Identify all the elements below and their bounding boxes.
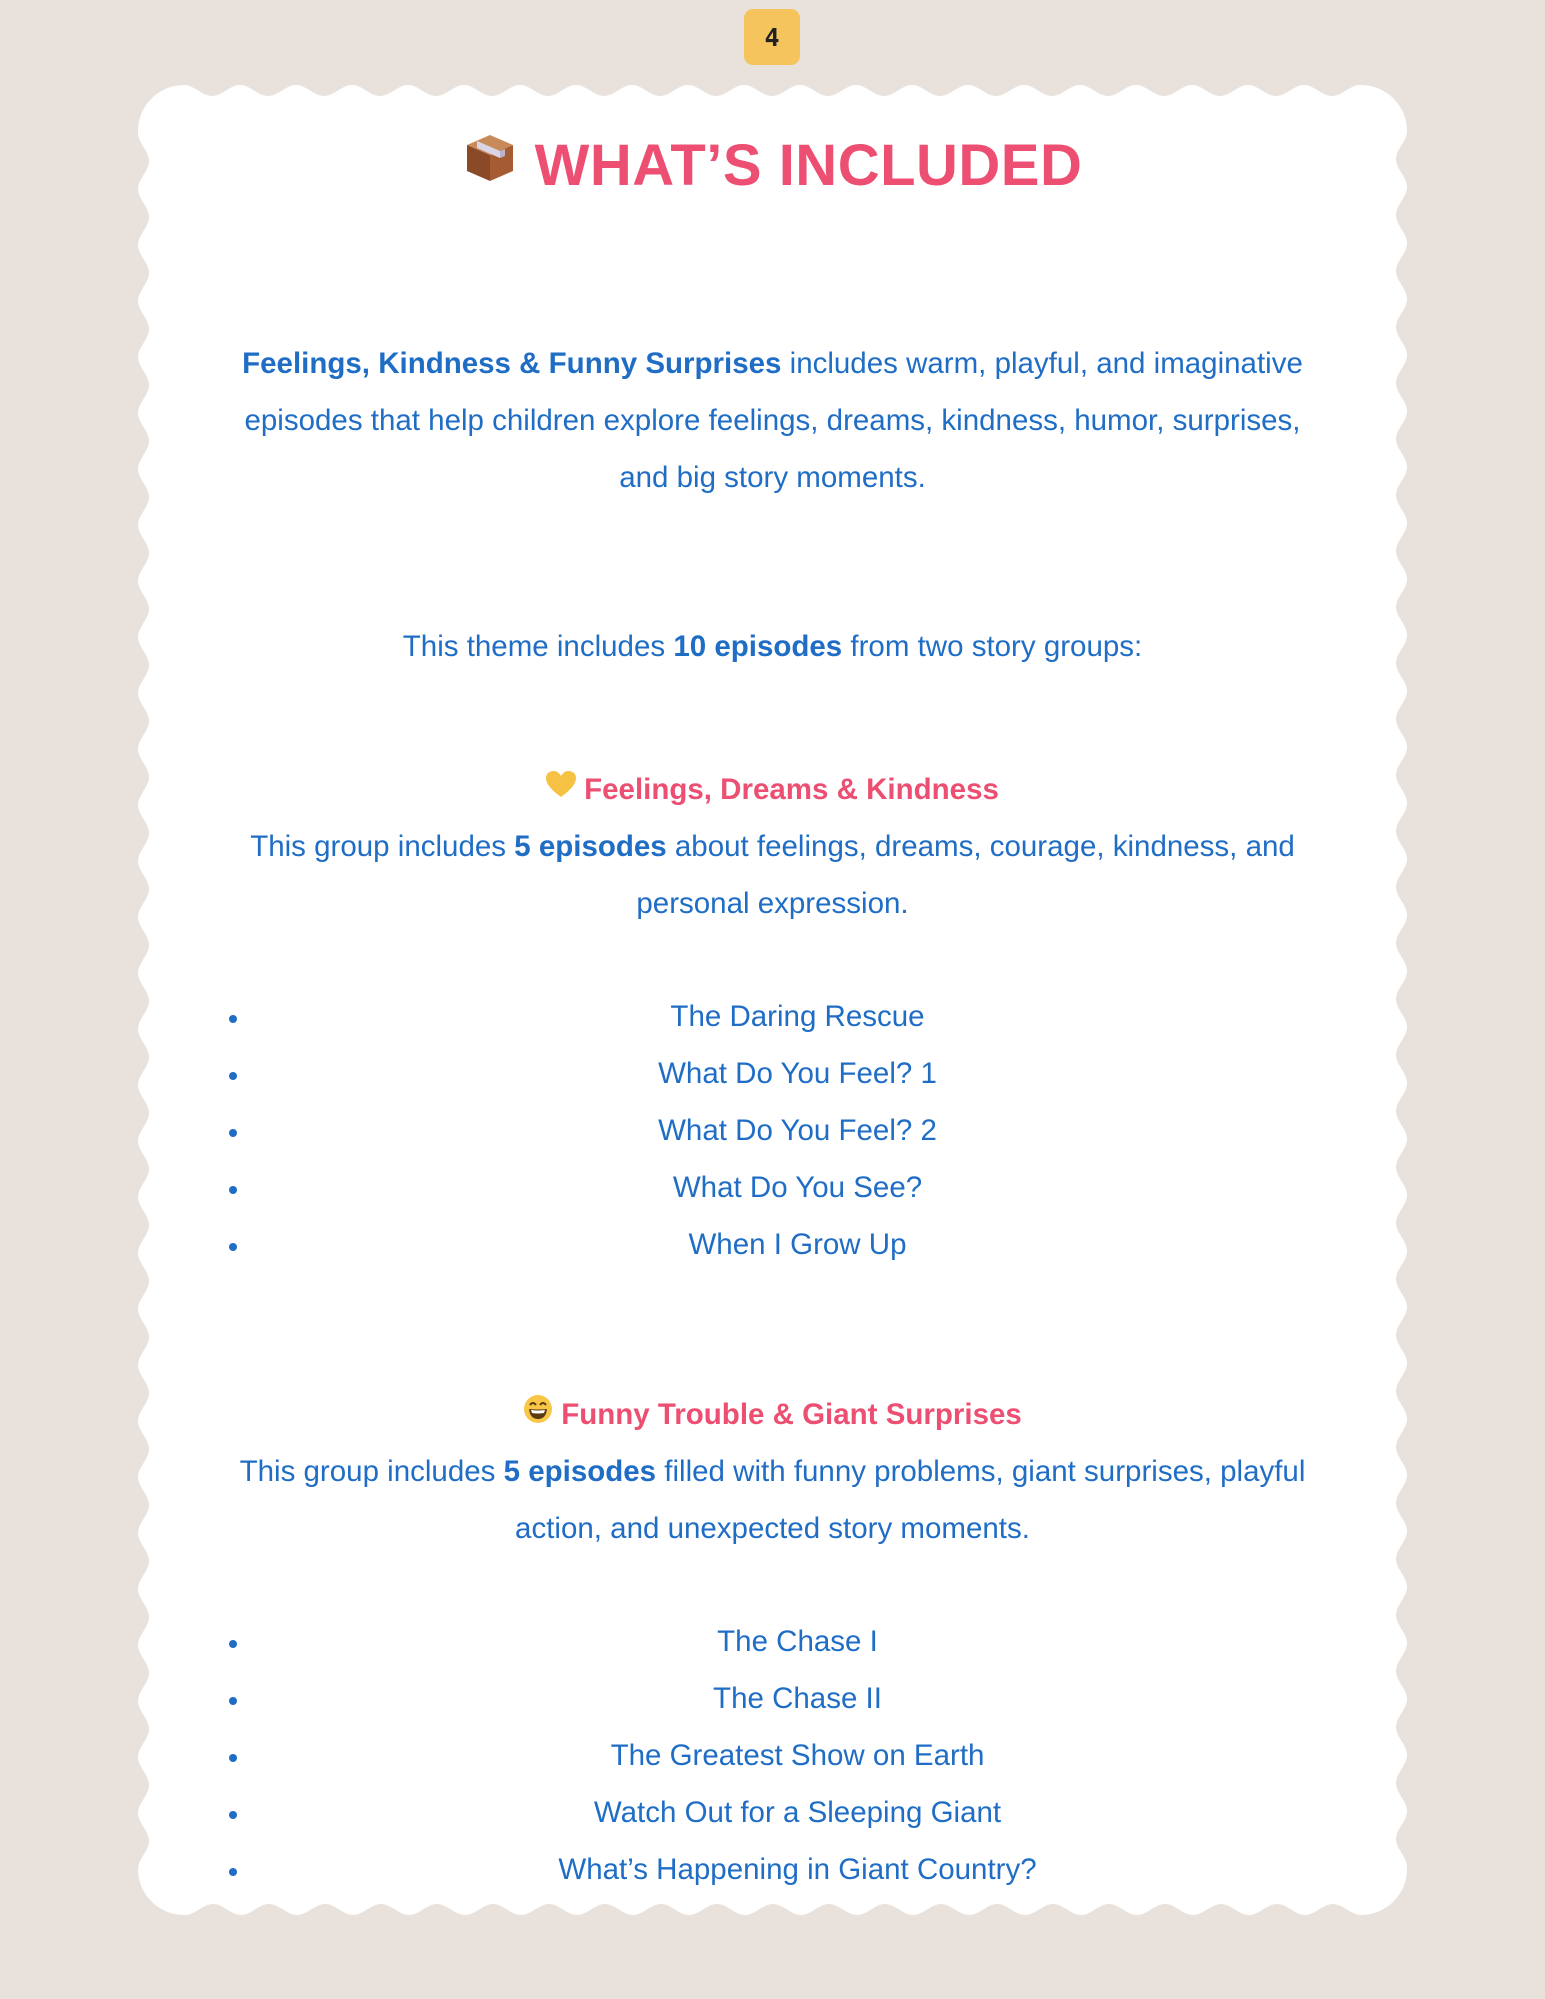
intro-paragraph xyxy=(220,335,1325,506)
list-item xyxy=(220,1727,1325,1784)
page-title xyxy=(220,131,1325,199)
intro-bold: Feelings, Kindness & Funny Surprises xyxy=(242,347,782,380)
bullet-dot xyxy=(229,1129,237,1137)
page-number-badge: 4 xyxy=(744,9,800,65)
group-desc-count: 5 episodes xyxy=(503,1455,657,1488)
group-funny-trouble xyxy=(220,1386,1325,1557)
list-item xyxy=(220,1841,1325,1898)
group-feelings xyxy=(220,761,1325,932)
group-desc-before: This group includes xyxy=(239,1455,504,1488)
list-item xyxy=(220,1613,1325,1670)
episode-title: The Daring Rescue xyxy=(670,1000,925,1033)
episode-title: What’s Happening in Giant Country? xyxy=(558,1853,1037,1886)
group-title-text: Funny Trouble & Giant Surprises xyxy=(561,1398,1022,1431)
page-title-text: WHAT’S INCLUDED xyxy=(534,132,1083,198)
episode-list-feelings xyxy=(220,988,1325,1273)
group-title xyxy=(220,1386,1325,1443)
theme-summary-before: This theme includes xyxy=(402,630,674,663)
bullet-dot xyxy=(229,1072,237,1080)
bullet-dot xyxy=(229,1640,237,1648)
group-desc-after: filled with funny problems, giant surprises, playful action, and unexpected story moments. xyxy=(515,1455,1306,1545)
bullet-dot xyxy=(229,1186,237,1194)
group-desc-after: about feelings, dreams, courage, kindness, and personal expression. xyxy=(636,830,1295,920)
episode-title: What Do You Feel? 2 xyxy=(658,1114,937,1147)
list-item xyxy=(220,1216,1325,1273)
episode-title: The Chase II xyxy=(713,1682,882,1715)
episode-title: The Greatest Show on Earth xyxy=(610,1739,985,1772)
theme-summary-after: from two story groups: xyxy=(842,630,1143,663)
episode-title: What Do You Feel? 1 xyxy=(658,1057,937,1090)
bullet-dot xyxy=(229,1811,237,1819)
group-title xyxy=(220,761,1325,818)
bullet-dot xyxy=(229,1868,237,1876)
group-description xyxy=(220,818,1325,932)
episode-title: Watch Out for a Sleeping Giant xyxy=(593,1796,1002,1829)
episode-title: The Chase I xyxy=(717,1625,878,1658)
group-desc-count: 5 episodes xyxy=(514,830,667,863)
list-item xyxy=(220,1102,1325,1159)
list-item xyxy=(220,1159,1325,1216)
bullet-dot xyxy=(229,1015,237,1023)
intro-rest: includes warm, playful, and imaginative episodes that help children explore feelings, dreams, kindness, humor, surprises, and big story moments. xyxy=(244,347,1303,494)
package-icon xyxy=(463,131,517,199)
list-item xyxy=(220,1045,1325,1102)
list-item xyxy=(220,1670,1325,1727)
bullet-dot xyxy=(229,1243,237,1251)
group-desc-before: This group includes xyxy=(250,830,515,863)
list-item xyxy=(220,1784,1325,1841)
bullet-dot xyxy=(229,1754,237,1762)
bullet-dot xyxy=(229,1697,237,1705)
theme-summary-count: 10 episodes xyxy=(673,630,843,663)
list-item xyxy=(220,988,1325,1045)
episode-title: What Do You See? xyxy=(672,1171,923,1204)
group-title-text: Feelings, Dreams & Kindness xyxy=(584,773,999,806)
theme-summary xyxy=(220,618,1325,675)
episode-title: When I Grow Up xyxy=(688,1228,907,1261)
group-description xyxy=(220,1443,1325,1557)
yellow-heart-icon xyxy=(546,761,576,818)
grinning-face-icon xyxy=(523,1386,553,1443)
episode-list-funny xyxy=(220,1613,1325,1898)
